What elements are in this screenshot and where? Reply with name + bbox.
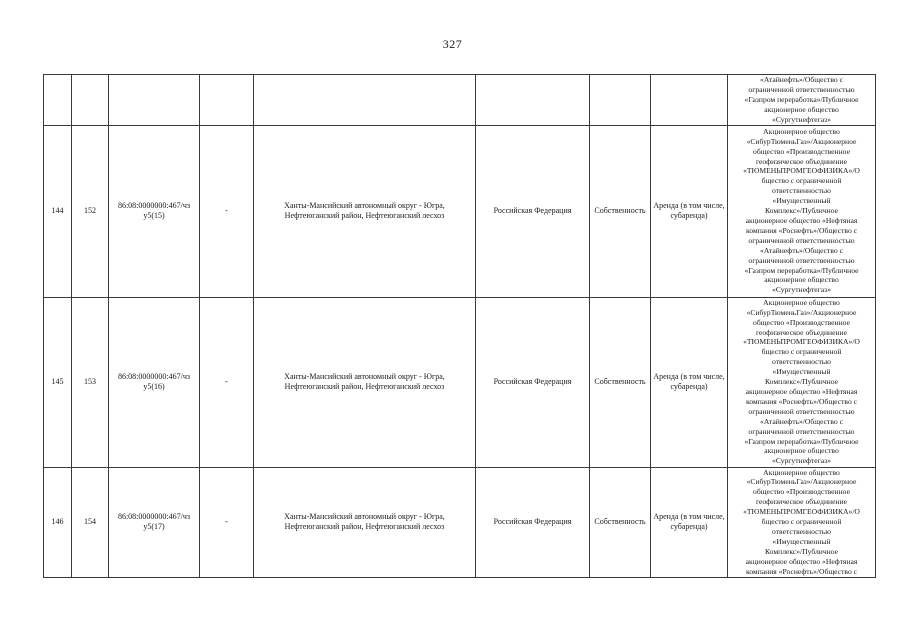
- organization-line: геофизическое объединение: [756, 156, 847, 166]
- organization-line: «Атайнефть»/Общество с: [760, 75, 843, 84]
- organization-line: «ТЮМЕНЬПРОМГЕОФИЗИКА»/О: [743, 166, 860, 176]
- organization-line: «Газпром переработка»/Публичное: [744, 436, 859, 446]
- cadastral-number-cell: 86:08:0000000:467/чз у5(17): [109, 467, 200, 577]
- organization-line: «СибурТюменьГаз»/Акционерное: [746, 136, 857, 146]
- plot-number-cell: 154: [72, 467, 109, 577]
- plot-number-cell: 152: [72, 125, 109, 297]
- organization-line: ограниченной ответственностью: [748, 406, 855, 416]
- organization-line: общество «Производственное: [753, 146, 850, 156]
- organization-line: «Атайнефть»/Общество с: [760, 416, 843, 426]
- encumbrance-cell: Аренда (в том числе, субаренда): [651, 297, 728, 467]
- organization-line: «ТЮМЕНЬПРОМГЕОФИЗИКА»/О: [743, 507, 860, 517]
- owner-cell: Российская Федерация: [476, 125, 590, 297]
- right-type-cell: Собственность: [590, 125, 651, 297]
- cadastral-number-cell: 86:08:0000000:467/чз у5(16): [109, 297, 200, 467]
- organization-line: компания «Роснефть»/Общество с: [745, 396, 858, 406]
- organization-line: ответственностью: [772, 526, 831, 536]
- organization-line: общество «Производственное: [753, 317, 850, 327]
- owner-cell: Российская Федерация: [476, 297, 590, 467]
- organization-line: «Имущественный: [772, 196, 831, 206]
- row-number-cell: 146: [44, 467, 72, 577]
- right-type-cell: [590, 75, 651, 126]
- organization-line: ограниченной ответственностью: [748, 255, 855, 265]
- organizations-cell: [728, 297, 876, 467]
- table-row: [44, 75, 876, 126]
- cadastral-number-cell: [109, 75, 200, 126]
- organization-line: ответственностью: [772, 186, 831, 196]
- dash-cell: -: [200, 125, 254, 297]
- dash-cell: [200, 75, 254, 126]
- table-row: [44, 297, 876, 467]
- right-type-cell: Собственность: [590, 467, 651, 577]
- organization-line: ограниченной ответственностью: [748, 235, 855, 245]
- organization-line: компания «Роснефть»/Общество с: [745, 225, 858, 235]
- organization-line: «Сургутнефтегаз»: [772, 114, 831, 124]
- address-cell: Ханты-Мансийский автономный округ - Югра, Нефтеюганский район, Нефтеюганский лесхоз: [254, 125, 476, 297]
- organization-line: акционерное общество: [764, 446, 839, 456]
- cadastral-number-cell: 86:08:0000000:467/чз у5(15): [109, 125, 200, 297]
- owner-cell: [476, 75, 590, 126]
- organization-line: «Сургутнефтегаз»: [772, 285, 831, 295]
- right-type-cell: Собственность: [590, 297, 651, 467]
- plot-number-cell: 153: [72, 297, 109, 467]
- organization-line: «ТЮМЕНЬПРОМГЕОФИЗИКА»/О: [743, 337, 860, 347]
- organization-line: акционерное общество «Нефтяная: [745, 556, 858, 566]
- address-cell: Ханты-Мансийский автономный округ - Югра, Нефтеюганский район, Нефтеюганский лесхоз: [254, 467, 476, 577]
- dash-cell: -: [200, 297, 254, 467]
- organization-line: Комплекс»/Публичное: [765, 206, 838, 216]
- organization-line: акционерное общество «Нефтяная: [745, 215, 858, 225]
- organization-line: Комплекс»/Публичное: [765, 546, 838, 556]
- organization-line: «СибурТюменьГаз»/Акционерное: [746, 307, 857, 317]
- organization-line: «СибурТюменьГаз»/Акционерное: [746, 477, 857, 487]
- organization-line: Акционерное общество: [763, 126, 840, 136]
- organization-line: геофизическое объединение: [756, 497, 847, 507]
- table-row: [44, 467, 876, 577]
- organization-line: «Атайнефть»/Общество с: [760, 245, 843, 255]
- organizations-cell: [728, 75, 876, 126]
- organization-line: ограниченной ответственностью: [748, 84, 855, 94]
- organization-line: бщество с ограниченной: [761, 517, 842, 527]
- organization-line: акционерное общество: [764, 275, 839, 285]
- organization-line: «Газпром переработка»/Публичное: [744, 94, 859, 104]
- address-cell: [254, 75, 476, 126]
- address-cell: Ханты-Мансийский автономный округ - Югра, Нефтеюганский район, Нефтеюганский лесхоз: [254, 297, 476, 467]
- organization-line: Акционерное общество: [763, 467, 840, 477]
- owner-cell: Российская Федерация: [476, 467, 590, 577]
- land-plot-table: [43, 74, 876, 578]
- organization-line: «Имущественный: [772, 536, 831, 546]
- organization-line: акционерное общество «Нефтяная: [745, 386, 858, 396]
- row-number-cell: 145: [44, 297, 72, 467]
- encumbrance-cell: [651, 75, 728, 126]
- organizations-cell: [728, 467, 876, 577]
- organization-line: общество «Производственное: [753, 487, 850, 497]
- row-number-cell: [44, 75, 72, 126]
- encumbrance-cell: Аренда (в том числе, субаренда): [651, 125, 728, 297]
- dash-cell: -: [200, 467, 254, 577]
- organization-line: «Имущественный: [772, 367, 831, 377]
- organization-line: ограниченной ответственностью: [748, 426, 855, 436]
- encumbrance-cell: Аренда (в том числе, субаренда): [651, 467, 728, 577]
- organization-line: геофизическое объединение: [756, 327, 847, 337]
- organization-line: бщество с ограниченной: [761, 176, 842, 186]
- organization-line: «Сургутнефтегаз»: [772, 456, 831, 466]
- organization-line: бщество с ограниченной: [761, 347, 842, 357]
- row-number-cell: 144: [44, 125, 72, 297]
- organization-line: Акционерное общество: [763, 297, 840, 307]
- page-number: 327: [442, 37, 463, 51]
- organization-line: Комплекс»/Публичное: [765, 377, 838, 387]
- organization-line: акционерное общество: [764, 104, 839, 114]
- organization-line: компания «Роснефть»/Общество с: [745, 566, 858, 576]
- organization-line: «Газпром переработка»/Публичное: [744, 265, 859, 275]
- organization-line: ответственностью: [772, 357, 831, 367]
- plot-number-cell: [72, 75, 109, 126]
- table-row: [44, 125, 876, 297]
- organizations-cell: [728, 125, 876, 297]
